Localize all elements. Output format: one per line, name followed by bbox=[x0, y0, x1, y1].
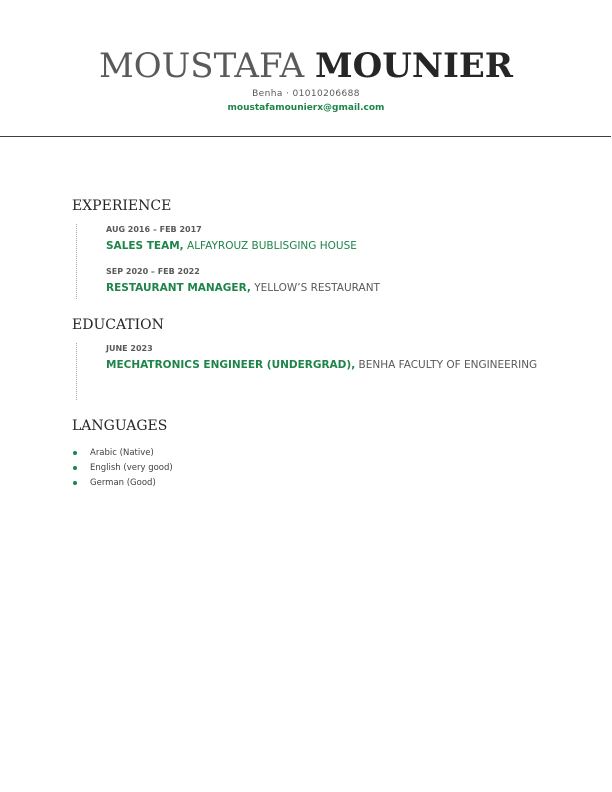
experience-entry-title bbox=[106, 281, 380, 295]
resume-header bbox=[0, 0, 612, 138]
job-role: RESTAURANT MANAGER, bbox=[106, 282, 251, 294]
candidate-name bbox=[0, 46, 612, 86]
degree-title: MECHATRONICS ENGINEER (UNDERGRAD), bbox=[106, 359, 356, 371]
language-label: English (very good) bbox=[90, 463, 173, 473]
email-address[interactable]: moustafamounierx@gmail.com bbox=[227, 103, 385, 113]
last-name: MOUNIER bbox=[314, 46, 514, 86]
education-timeline bbox=[76, 343, 77, 400]
job-organization: YELLOW’S RESTAURANT bbox=[254, 282, 380, 294]
list-item bbox=[72, 446, 173, 461]
bullet-icon bbox=[73, 466, 77, 470]
experience-heading: EXPERIENCE bbox=[72, 198, 172, 214]
list-item bbox=[72, 476, 173, 491]
education-entry-title bbox=[106, 358, 537, 372]
job-role: SALES TEAM, bbox=[106, 240, 184, 252]
school-name: BENHA FACULTY OF ENGINEERING bbox=[358, 359, 538, 371]
list-item bbox=[72, 461, 173, 476]
job-organization: ALFAYROUZ BUBLISGING HOUSE bbox=[187, 240, 357, 252]
languages-heading: LANGUAGES bbox=[72, 418, 168, 434]
education-entry-dates: JUNE 2023 bbox=[106, 344, 153, 353]
bullet-icon bbox=[73, 451, 77, 455]
experience-entry-dates: AUG 2016 – FEB 2017 bbox=[106, 225, 202, 234]
header-divider bbox=[0, 136, 611, 137]
education-heading: EDUCATION bbox=[72, 317, 164, 333]
contact-info: Benha · 01010206688 bbox=[252, 89, 360, 99]
language-label: Arabic (Native) bbox=[90, 448, 154, 458]
first-name: MOUSTAFA bbox=[98, 46, 305, 86]
languages-list bbox=[72, 446, 173, 491]
experience-entry-title bbox=[106, 239, 357, 253]
language-label: German (Good) bbox=[90, 478, 156, 488]
experience-entry-dates: SEP 2020 – FEB 2022 bbox=[106, 267, 200, 276]
bullet-icon bbox=[73, 481, 77, 485]
experience-timeline bbox=[76, 224, 77, 299]
